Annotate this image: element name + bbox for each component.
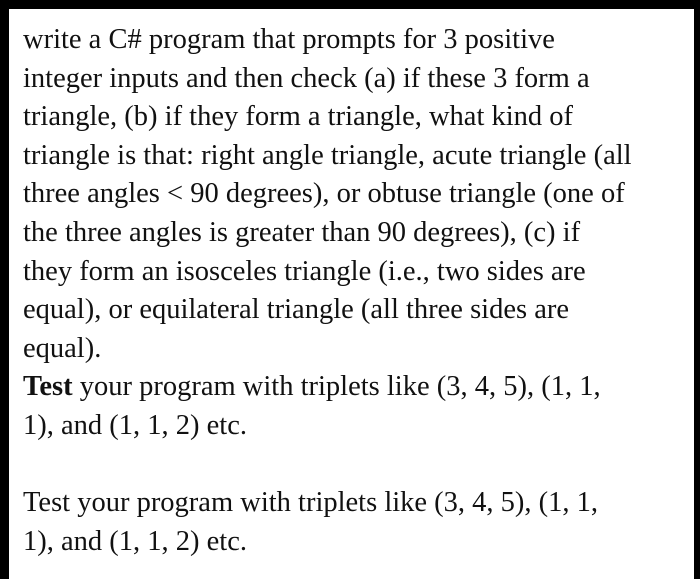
test-instruction-line-2: 1), and (1, 1, 2) etc. bbox=[23, 409, 247, 441]
question-line-9: equal). bbox=[23, 332, 102, 364]
question-line-2: integer inputs and then check (a) if these 3 form a bbox=[23, 62, 590, 94]
question-line-4: triangle is that: right angle triangle, acute triangle (all bbox=[23, 139, 632, 171]
question-line-5: three angles < 90 degrees), or obtuse triangle (one of bbox=[23, 178, 625, 210]
test-instruction-rest: your program with triplets like (3, 4, 5), (1, 1, bbox=[72, 371, 601, 403]
question-line-3: triangle, (b) if they form a triangle, what kind of bbox=[23, 101, 574, 133]
repeat-instruction-line-2: 1), and (1, 1, 2) etc. bbox=[23, 525, 247, 557]
question-line-8: equal), or equilateral triangle (all three sides are bbox=[23, 294, 569, 326]
question-text bbox=[23, 21, 688, 561]
test-instruction-line-1 bbox=[23, 368, 688, 407]
blank-line bbox=[23, 446, 688, 485]
question-line-7: they form an isosceles triangle (i.e., two sides are bbox=[23, 255, 586, 287]
repeat-instruction-line-1: Test your program with triplets like (3, 4, 5), (1, 1, bbox=[23, 487, 599, 519]
document-panel bbox=[9, 9, 694, 579]
test-bold-word: Test bbox=[23, 371, 73, 403]
question-line-1: write a C# program that prompts for 3 positive bbox=[23, 24, 555, 55]
question-line-6: the three angles is greater than 90 degrees), (c) if bbox=[23, 216, 581, 248]
